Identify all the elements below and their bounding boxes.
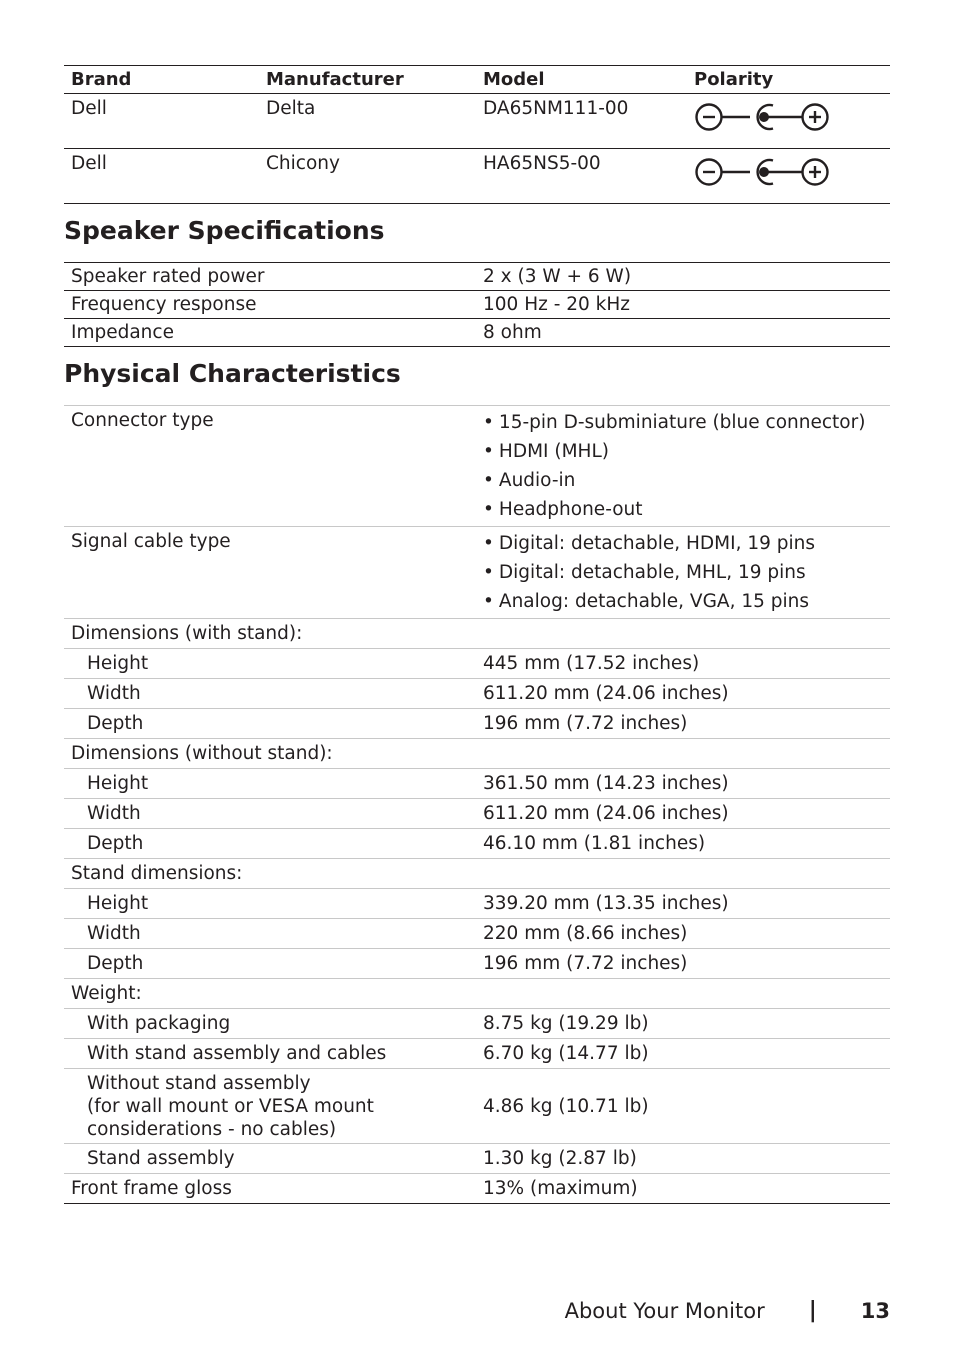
table-row	[64, 94, 890, 149]
spec-label: With packaging	[64, 1009, 476, 1039]
page-number: 13	[860, 1298, 890, 1323]
table-row	[64, 527, 890, 619]
spec-value: 196 mm (7.72 inches)	[476, 709, 890, 739]
spec-value: 4.86 kg (10.71 lb)	[476, 1069, 890, 1144]
table-row	[64, 709, 890, 739]
list-item: • Headphone-out	[483, 497, 890, 526]
model-cell: HA65NS5-00	[476, 149, 687, 204]
spec-value: 8.75 kg (19.29 lb)	[476, 1009, 890, 1039]
manufacturer-cell: Delta	[259, 94, 476, 149]
group-label: Stand dimensions:	[64, 859, 476, 889]
column-header-manufacturer: Manufacturer	[259, 66, 476, 94]
footer-section-title: About Your Monitor	[564, 1298, 765, 1323]
polarity-cell	[687, 94, 890, 149]
polarity-center-positive-icon	[694, 155, 834, 189]
spec-value: 8 ohm	[476, 319, 890, 347]
spec-label: With stand assembly and cables	[64, 1039, 476, 1069]
section-title-speaker: Speaker Specifications	[64, 216, 385, 245]
spec-value-list	[476, 527, 890, 619]
polarity-center-positive-icon	[694, 100, 834, 134]
table-row	[64, 889, 890, 919]
speaker-spec-table	[64, 262, 890, 347]
spec-label: Height	[64, 769, 476, 799]
spec-value-list	[476, 406, 890, 527]
brand-cell: Dell	[64, 94, 259, 149]
table-row	[64, 859, 890, 889]
column-header-polarity: Polarity	[687, 66, 890, 94]
spec-value: 220 mm (8.66 inches)	[476, 919, 890, 949]
table-row	[64, 979, 890, 1009]
table-row	[64, 1039, 890, 1069]
power-adapter-table	[64, 65, 890, 204]
page-footer	[565, 1298, 890, 1323]
spec-value: 100 Hz - 20 kHz	[476, 291, 890, 319]
page-content	[64, 65, 890, 1204]
group-label: Dimensions (without stand):	[64, 739, 476, 769]
table-row	[64, 799, 890, 829]
table-row	[64, 619, 890, 649]
table-row	[64, 291, 890, 319]
table-row	[64, 949, 890, 979]
spec-value: 445 mm (17.52 inches)	[476, 649, 890, 679]
spec-label: Depth	[64, 709, 476, 739]
spec-label: Depth	[64, 829, 476, 859]
table-row	[64, 1009, 890, 1039]
spec-label: Stand assembly	[64, 1144, 476, 1174]
table-row	[64, 1174, 890, 1204]
spec-label: Width	[64, 679, 476, 709]
column-header-model: Model	[476, 66, 687, 94]
spec-label: Width	[64, 919, 476, 949]
footer-separator: |	[808, 1298, 817, 1323]
spec-label: Impedance	[64, 319, 476, 347]
spec-value: 339.20 mm (13.35 inches)	[476, 889, 890, 919]
table-row	[64, 829, 890, 859]
group-label: Weight:	[64, 979, 476, 1009]
table-row	[64, 649, 890, 679]
spec-value: 2 x (3 W + 6 W)	[476, 263, 890, 291]
table-row	[64, 919, 890, 949]
spec-label: Signal cable type	[64, 527, 476, 619]
table-row	[64, 263, 890, 291]
table-row	[64, 406, 890, 527]
spec-value: 1.30 kg (2.87 lb)	[476, 1144, 890, 1174]
spec-label: Height	[64, 649, 476, 679]
polarity-cell	[687, 149, 890, 204]
table-row	[64, 1144, 890, 1174]
spec-value: 611.20 mm (24.06 inches)	[476, 799, 890, 829]
spec-label: Depth	[64, 949, 476, 979]
list-item: • Digital: detachable, HDMI, 19 pins	[483, 531, 890, 560]
spec-label: Height	[64, 889, 476, 919]
spec-value: 196 mm (7.72 inches)	[476, 949, 890, 979]
brand-cell: Dell	[64, 149, 259, 204]
column-header-brand: Brand	[64, 66, 259, 94]
physical-spec-table	[64, 405, 890, 1204]
table-row	[64, 149, 890, 204]
table-header-row	[64, 66, 890, 94]
model-cell: DA65NM111-00	[476, 94, 687, 149]
manufacturer-cell: Chicony	[259, 149, 476, 204]
list-item: • Audio-in	[483, 468, 890, 497]
connector-list	[483, 410, 890, 526]
table-row	[64, 739, 890, 769]
list-item: • Analog: detachable, VGA, 15 pins	[483, 589, 890, 618]
label-line: (for wall mount or VESA mount	[87, 1095, 374, 1117]
table-row	[64, 319, 890, 347]
signal-cable-list	[483, 531, 890, 618]
spec-label: Connector type	[64, 406, 476, 527]
spec-value: 361.50 mm (14.23 inches)	[476, 769, 890, 799]
table-row	[64, 679, 890, 709]
list-item: • HDMI (MHL)	[483, 439, 890, 468]
spec-label: Frequency response	[64, 291, 476, 319]
list-item: • 15-pin D-subminiature (blue connector)	[483, 410, 890, 439]
group-label: Dimensions (with stand):	[64, 619, 476, 649]
spec-label: Speaker rated power	[64, 263, 476, 291]
label-line: Without stand assembly	[87, 1072, 311, 1094]
table-row	[64, 769, 890, 799]
spec-label: Front frame gloss	[64, 1174, 476, 1204]
spec-label: Width	[64, 799, 476, 829]
list-item: • Digital: detachable, MHL, 19 pins	[483, 560, 890, 589]
section-title-physical: Physical Characteristics	[64, 359, 401, 388]
table-row	[64, 1069, 890, 1144]
spec-value: 46.10 mm (1.81 inches)	[476, 829, 890, 859]
spec-value: 6.70 kg (14.77 lb)	[476, 1039, 890, 1069]
label-line: considerations - no cables)	[87, 1118, 337, 1140]
spec-label	[64, 1069, 476, 1144]
spec-value: 13% (maximum)	[476, 1174, 890, 1204]
spec-value: 611.20 mm (24.06 inches)	[476, 679, 890, 709]
